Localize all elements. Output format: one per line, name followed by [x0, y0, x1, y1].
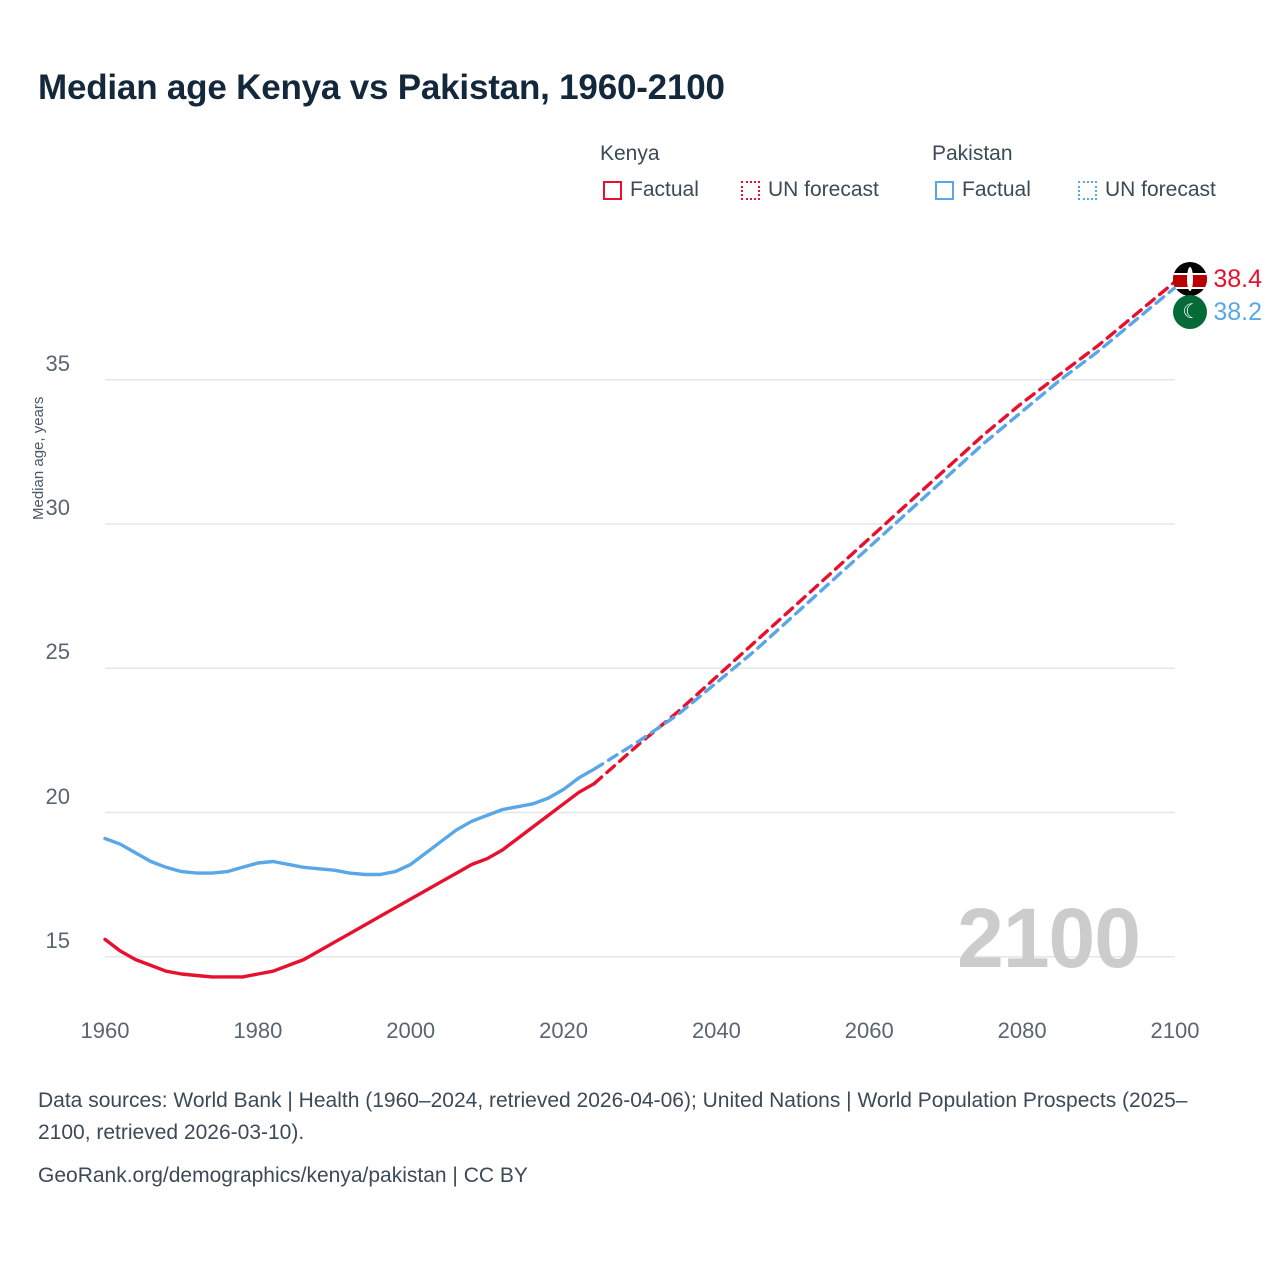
series-line: [594, 288, 1175, 770]
legend-item-label: UN forecast: [768, 178, 879, 201]
x-tick-label: 2040: [691, 1018, 741, 1043]
legend-item-label: UN forecast: [1105, 178, 1216, 201]
footer: [38, 1085, 1188, 1192]
year-watermark: 2100: [957, 891, 1140, 985]
x-tick-label: 2100: [1150, 1018, 1200, 1043]
footer-sources: Data sources: World Bank | Health (1960–2024, retrieved 2026-04-06); United Nations | World Population Prospects (2025–2100, retrieved 2026-03-10).: [38, 1089, 1188, 1144]
end-label-kenya-value: 38.4: [1213, 264, 1262, 293]
x-tick-label: 2020: [539, 1018, 589, 1043]
kenya-flag-icon: [1173, 262, 1207, 296]
x-tick-label: 1960: [80, 1018, 130, 1043]
x-tick-label: 2080: [997, 1018, 1047, 1043]
y-tick-label: 35: [45, 350, 70, 376]
x-tick-label: 2000: [386, 1018, 436, 1043]
legend-item-label: Factual: [962, 178, 1031, 201]
legend-item-label: Factual: [630, 178, 699, 201]
footer-attribution[interactable]: GeoRank.org/demographics/kenya/pakistan | CC BY: [38, 1164, 528, 1187]
y-tick-label: 20: [45, 783, 70, 809]
end-label-pakistan: [1173, 295, 1262, 329]
y-tick-label: 15: [45, 927, 70, 953]
x-tick-label: 2060: [844, 1018, 894, 1043]
y-tick-label: 30: [45, 495, 70, 521]
legend-group-kenya-label: Kenya: [600, 142, 660, 165]
series-line: [105, 769, 594, 874]
legend-group-pakistan-label: Pakistan: [932, 142, 1013, 165]
x-tick-label: 1980: [233, 1018, 283, 1043]
page-title: Median age Kenya vs Pakistan, 1960-2100: [38, 68, 725, 107]
pakistan-flag-icon: ☾: [1173, 295, 1207, 329]
y-tick-label: 25: [45, 639, 70, 665]
y-axis-label: Median age, years: [30, 396, 47, 520]
end-label-kenya: [1173, 262, 1262, 296]
end-label-pakistan-value: 38.2: [1213, 297, 1262, 326]
